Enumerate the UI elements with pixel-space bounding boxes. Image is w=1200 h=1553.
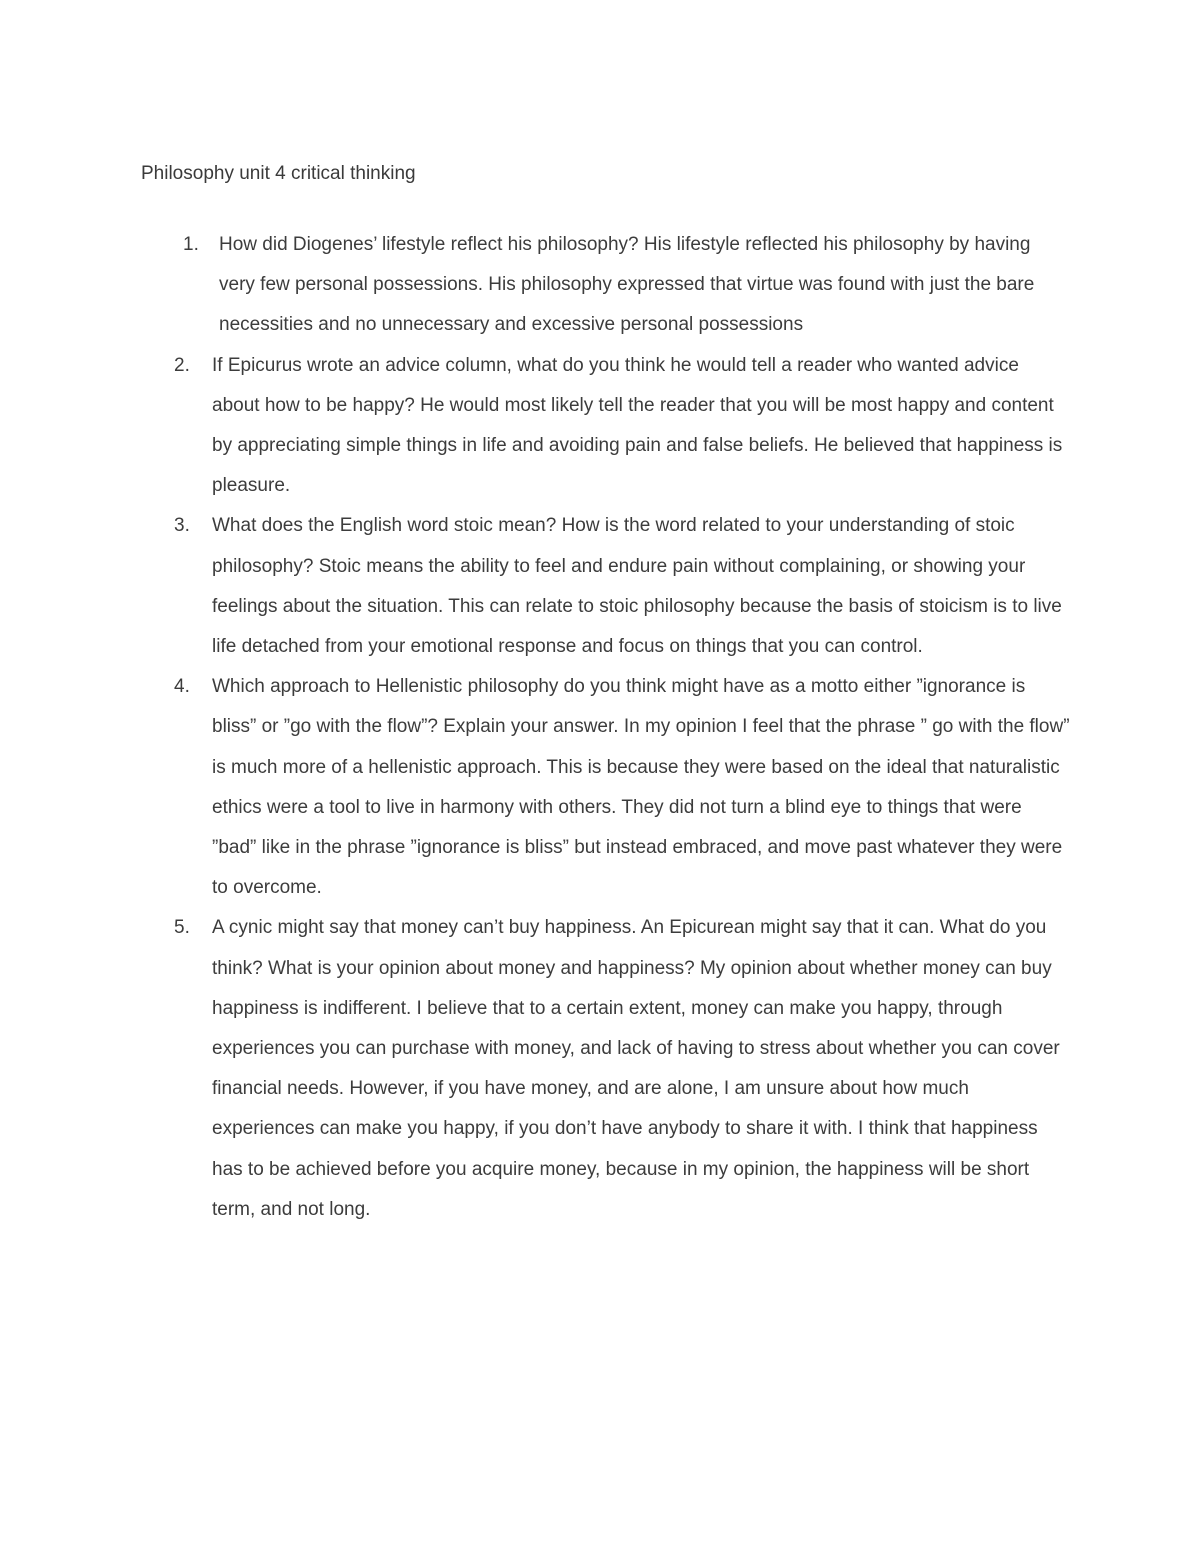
list-item-number: 4. (174, 676, 190, 698)
list-item-1 (0, 225, 1200, 346)
list-item-text: How did Diogenes’ lifestyle reflect his philosophy? His lifestyle reflected his philosophy by having very few personal possessions. His philosophy expressed that virtue was found with just the bare necessities and no unnecessary and excessive personal possessions (219, 234, 1035, 336)
list-item-text: Which approach to Hellenistic philosophy do you think might have as a motto either ”ignorance is bliss” or ”go with the flow”? Explain your answer. In my opinion I feel that the phrase ” go with the flow” is much more of a hellenistic approach. This is because they were based on the ideal that naturalistic ethics were a tool to live in harmony with others. They did not turn a blind eye to things that were ”bad” like in the phrase ”ignorance is bliss” but instead embraced, and move past whatever they were to overcome. (212, 676, 1070, 899)
list-item-5 (0, 908, 1200, 1230)
question-list (0, 225, 1200, 1230)
list-item-4 (0, 667, 1200, 908)
list-item-text: If Epicurus wrote an advice column, what do you think he would tell a reader who wanted advice about how to be happy? He would most likely tell the reader that you will be most happy and content by appreciating simple things in life and avoiding pain and false beliefs. He believed that happiness is pleasure. (212, 354, 1063, 497)
list-item-number: 1. (183, 234, 199, 255)
list-item-number: 2. (174, 354, 190, 376)
document-title: Philosophy unit 4 critical thinking (141, 163, 416, 184)
list-item-3 (0, 506, 1200, 667)
list-item-text: What does the English word stoic mean? How is the word related to your understanding of stoic philosophy? Stoic means the ability to feel and endure pain without complaining, or showing your feelings about the situation. This can relate to stoic philosophy because the basis of stoicism is to live life detached from your emotional response and focus on things that you can control. (212, 515, 1062, 658)
list-item-text: A cynic might say that money can’t buy happiness. An Epicurean might say that it can. What do you think? What is your opinion about money and happiness? My opinion about whether money can buy happiness is indifferent. I believe that to a certain extent, money can make you happy, through experiences you can purchase with money, and lack of having to stress about whether you can cover financial needs. However, if you have money, and are alone, I am unsure about how much experiences can make you happy, if you don’t have anybody to share it with. I think that happiness has to be achieved before you acquire money, because in my opinion, the happiness will be short term, and not long. (212, 917, 1060, 1220)
list-item-number: 3. (174, 515, 190, 537)
list-item-number: 5. (174, 917, 190, 939)
list-item-2 (0, 346, 1200, 507)
